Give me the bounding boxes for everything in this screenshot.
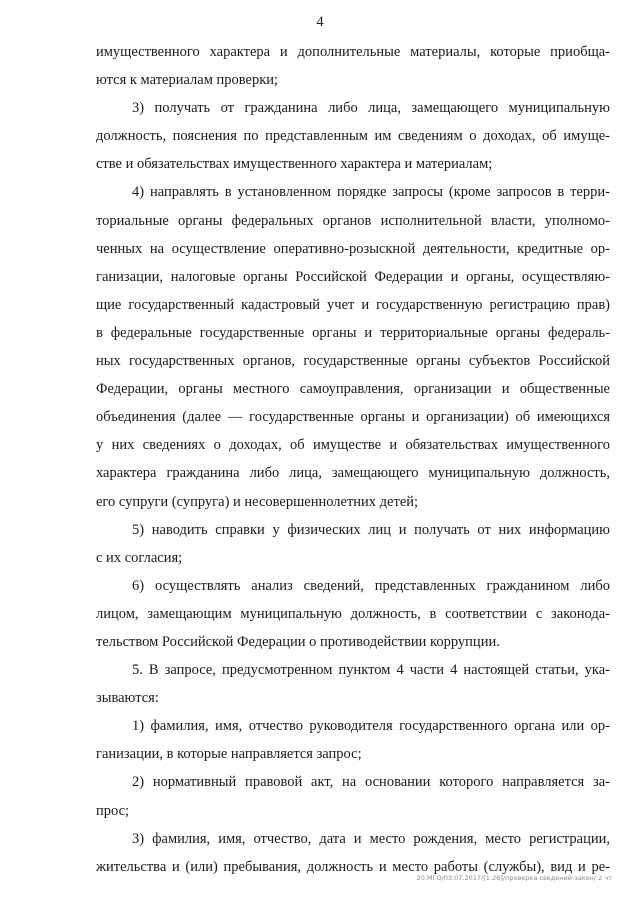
text-line: имущественного характера и дополнительные материалы, которые приобща- (96, 44, 610, 60)
page-number: 4 (316, 14, 324, 30)
document-footer-stamp: 20.МГО/03.07.2017/[1:26]/проверка сведений-закон/ 2 чт (416, 874, 612, 882)
text-line: щие государственный кадастровый учет и государственную регистрацию прав) (96, 296, 610, 313)
text-line: Федерации, органы местного самоуправления, организации и общественные (96, 381, 610, 398)
text-line: характера гражданина либо лица, замещающего муниципальную должность, (96, 465, 610, 482)
text-line: 2) нормативный правовой акт, на основании которого направляется за- (132, 774, 610, 791)
text-line: 5) наводить справки у физических лиц и получать от них информацию (132, 521, 610, 538)
text-line: лицом, замещающим муниципальную должность, в соответствии с законода- (96, 605, 610, 622)
text-line: ных государственных органов, государственные органы субъектов Российской (96, 353, 610, 370)
text-line: зываются: (96, 690, 159, 707)
text-line: 4) направлять в установленном порядке запросы (кроме запросов в терри- (132, 184, 610, 201)
text-line: 5. В запросе, предусмотренном пунктом 4 части 4 настоящей статьи, ука- (132, 662, 610, 679)
text-line: объединения (далее — государственные органы и организации) об имеющихся (96, 409, 610, 426)
text-line: ченных на осуществление оперативно-розыскной деятельности, кредитные ор- (96, 240, 610, 257)
text-line: ются к материалам проверки; (96, 72, 279, 89)
text-line: жительства и (или) пребывания, должность и место работы (службы), вид и ре- (96, 858, 610, 875)
text-line: стве и обязательствах имущественного характера и материалам; (96, 156, 493, 173)
text-line: его супруги (супруга) и несовершеннолетних детей; (96, 493, 419, 510)
text-line: должность, пояснения по представленным им сведениям о доходах, об имуще- (96, 128, 610, 145)
text-line: 6) осуществлять анализ сведений, представленных гражданином либо (132, 577, 610, 594)
text-line: в федеральные государственные органы и территориальные органы федераль- (96, 324, 610, 341)
text-line: с их согласия; (96, 549, 183, 566)
text-line: тельством Российской Федерации о противодействии коррупции. (96, 633, 500, 650)
text-line: прос; (96, 802, 130, 819)
text-line: 1) фамилия, имя, отчество руководителя государственного органа или ор- (132, 718, 610, 735)
document-body (96, 38, 610, 881)
text-line: 3) фамилия, имя, отчество, дата и место рождения, место регистрации, (132, 830, 610, 847)
text-line: ториальные органы федеральных органов исполнительной власти, уполномо- (96, 212, 610, 229)
text-line: 3) получать от гражданина либо лица, замещающего муниципальную (132, 100, 610, 117)
text-line: ганизации, в которые направляется запрос; (96, 746, 362, 763)
text-line: ганизации, налоговые органы Российской Федерации и органы, осуществляю- (96, 268, 610, 285)
text-line: у них сведениях о доходах, об имуществе и обязательствах имущественного (96, 437, 610, 454)
